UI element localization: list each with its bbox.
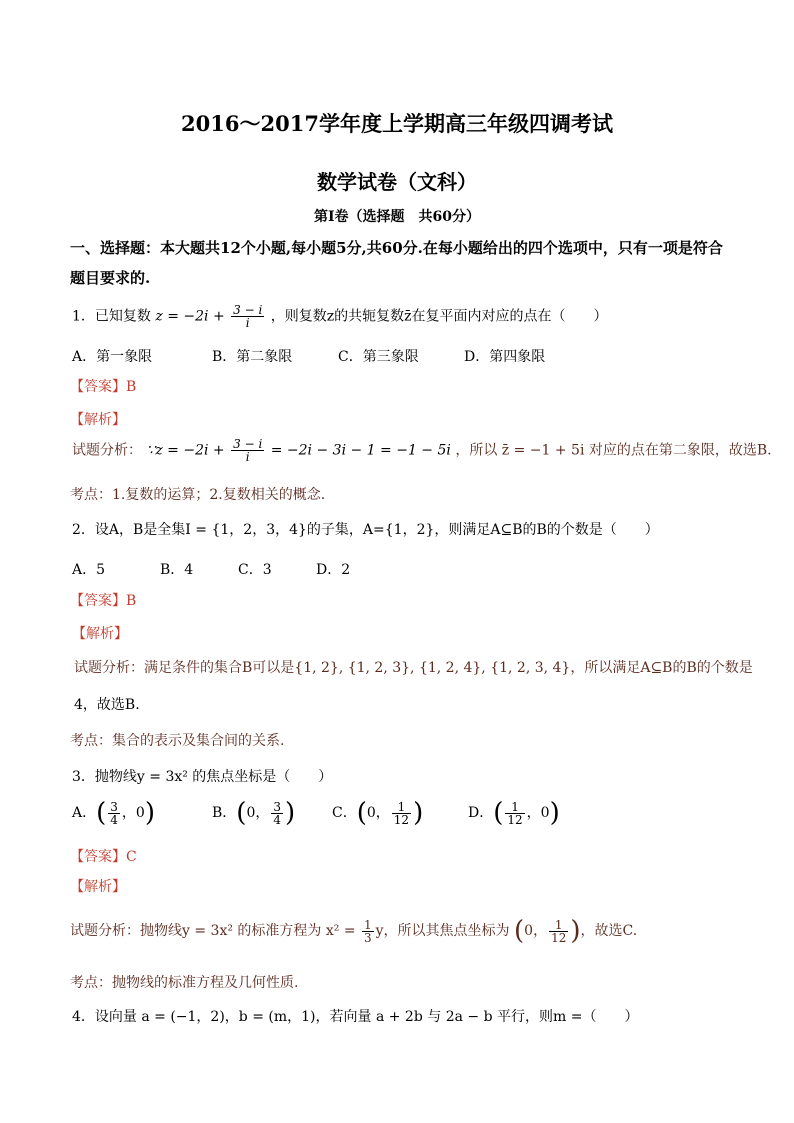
q3-option-d-frac: [505, 801, 524, 826]
q3-kaodian: 考点：抛物线的标准方程及几何性质.: [70, 975, 299, 991]
q1-fraction: [231, 304, 264, 329]
q3-option-a-rest: ，0: [121, 805, 145, 821]
q3-option-a-label: A．: [72, 805, 97, 821]
q1-kaodian: 考点：1.复数的运算；2.复数相关的概念.: [70, 487, 326, 503]
paren-close: ): [413, 798, 424, 828]
frac-den: 4: [273, 812, 282, 827]
q1-exp-fraction: [231, 438, 264, 463]
q1-analysis-label: 【解析】: [70, 412, 126, 428]
q1-option-b: B．第二象限: [212, 349, 293, 365]
q3-exp-pt-a: 0，: [524, 923, 548, 939]
q2-option-a: A．5: [72, 562, 106, 578]
paren-open: (: [356, 798, 367, 828]
q1-exp-frac-den: i: [245, 450, 250, 464]
q3-option-b-rest: 0，: [246, 805, 270, 821]
frac-num: 1: [364, 917, 372, 932]
q3-exp-pt-frac: [549, 919, 568, 944]
paren-close: ): [144, 798, 155, 828]
q2-option-c: C．3: [238, 562, 272, 578]
frac-den: 12: [507, 812, 523, 827]
q3-option-d-rest: ，0: [526, 805, 550, 821]
frac-den: 12: [393, 812, 410, 827]
q3-explanation: [70, 916, 637, 946]
q1-expr: z = −2i +: [155, 308, 225, 325]
q2-explanation-line1: 试题分析：满足条件的集合B可以是{1, 2}, {1, 2, 3}, {1, 2, 4}, {1, 2, 3, 4}，所以满足A⊆B的B的个数是: [74, 660, 753, 676]
q3-option-d-label: D．: [468, 805, 494, 821]
q3-option-c-rest: 0，: [366, 805, 390, 821]
q3-option-c-label: C．: [332, 805, 357, 821]
q1-exp-frac-num: 3 − i: [233, 437, 263, 451]
q1-frac-num: 3 − i: [233, 303, 263, 317]
frac-num: 1: [549, 919, 568, 932]
q2-option-b: B．4: [160, 562, 194, 578]
paren-close: ): [549, 798, 560, 828]
q3-option-d: [468, 798, 560, 828]
frac-num: 3: [110, 799, 118, 814]
q3-option-c-frac: [392, 801, 411, 826]
section-heading: 一、选择题：本大题共12个小题,每小题5分,共60分.在每小题给出的四个选项中，只有一项是符合题目要求的.: [70, 239, 723, 287]
q3-analysis-label: 【解析】: [70, 879, 126, 895]
paren-open: (: [514, 916, 525, 946]
q3-exp-a: 试题分析：抛物线y = 3x² 的标准方程为 x² =: [70, 923, 356, 939]
frac-den: 4: [110, 812, 118, 827]
q1-exp-prefix: 试题分析：: [72, 442, 142, 459]
q1-option-d: D．第四象限: [464, 349, 546, 365]
q3-option-b: [212, 798, 295, 828]
q1-exp-tail: ，所以 z̄ = −1 + 5i 对应的点在第二象限，故选B.: [455, 442, 772, 459]
frac-num: 1: [505, 801, 524, 814]
paren-open: (: [96, 798, 107, 828]
exam-title: 2016～2017学年度上学期高三年级四调考试: [181, 111, 613, 136]
question-3-stem: 3．抛物线y = 3x² 的焦点坐标是（ ）: [72, 769, 333, 785]
q3-option-c: [332, 798, 423, 828]
paren-close: ): [285, 798, 296, 828]
q1-exp-expr-a: ∵z = −2i +: [146, 442, 225, 459]
q2-kaodian: 考点：集合的表示及集合间的关系.: [70, 733, 285, 749]
q3-option-a-frac: [108, 801, 120, 826]
q2-explanation-line2: 4，故选B.: [74, 697, 140, 713]
q1-answer: 【答案】B: [70, 379, 137, 395]
part-heading: 第Ⅰ卷（选择题 共60分）: [313, 209, 481, 225]
q1-option-c: C．第三象限: [338, 349, 419, 365]
q3-answer: 【答案】C: [70, 849, 137, 865]
q1-frac-den: i: [245, 316, 250, 330]
paren-open: (: [236, 798, 247, 828]
q2-answer: 【答案】B: [70, 593, 137, 609]
q1-stem-text: 1．已知复数: [72, 308, 151, 325]
q3-option-a: [72, 798, 155, 828]
question-4-stem: 4．设向量 a = (−1，2)，b = (m，1)，若向量 a + 2b 与 2a − b 平行，则m =（ ）: [72, 1009, 639, 1025]
frac-den: 3: [364, 930, 372, 945]
q1-exp-expr-b: = −2i − 3i − 1 = −1 − 5i: [270, 442, 451, 459]
question-1-stem: [72, 304, 608, 329]
paren-close: ): [570, 916, 581, 946]
paper-subtitle: 数学试卷（文科）: [317, 170, 477, 194]
q3-option-b-label: B．: [212, 805, 237, 821]
q1-explanation: [72, 438, 772, 463]
frac-num: 3: [273, 799, 282, 814]
q2-analysis-label: 【解析】: [72, 626, 128, 642]
frac-den: 12: [551, 930, 567, 945]
q1-option-a: A．第一象限: [72, 349, 153, 365]
paren-open: (: [493, 798, 504, 828]
q3-exp-frac: [362, 919, 374, 944]
q2-option-d: D．2: [316, 562, 351, 578]
q1-stem-tail: ，则复数z的共轭复数z̄在复平面内对应的点在（ ）: [270, 308, 608, 325]
q3-exp-c: ，故选C.: [580, 923, 638, 939]
question-2-stem: 2．设A，B是全集I = {1，2，3，4}的子集，A={1，2}，则满足A⊆B的B的个数是（ ）: [72, 522, 659, 538]
q3-option-b-frac: [271, 801, 283, 826]
frac-num: 1: [392, 801, 411, 814]
q3-exp-b: y，所以其焦点坐标为: [375, 923, 510, 939]
